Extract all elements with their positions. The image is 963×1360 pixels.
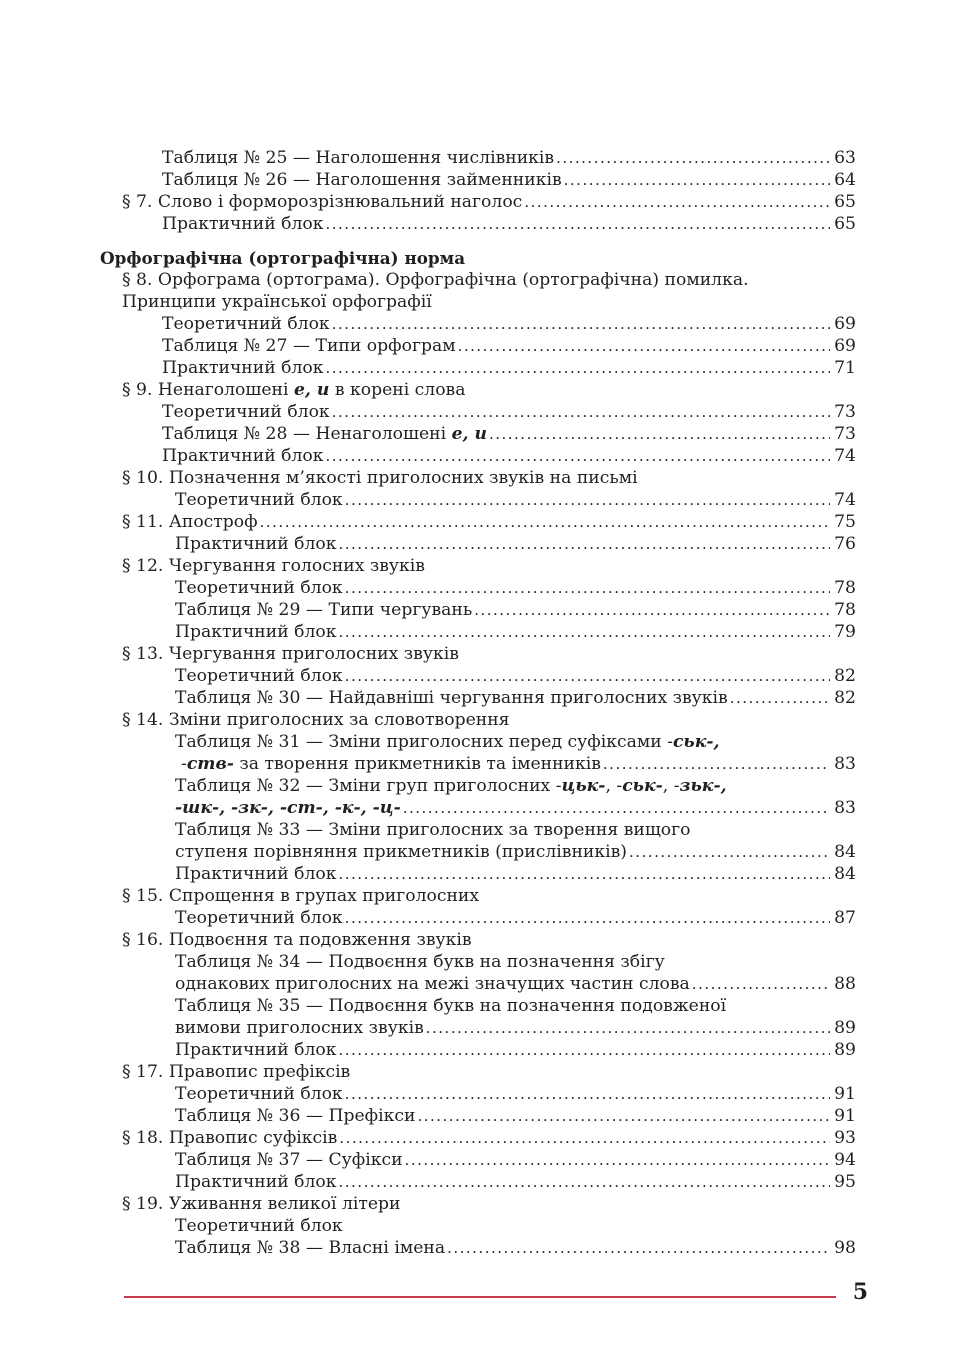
toc-entry-continuation — [100, 973, 856, 995]
dot-leader — [339, 1127, 830, 1149]
toc-entry-text: Таблиця № 31 — Зміни приголосних перед суфіксами -ськ-, — [175, 732, 720, 752]
toc-entry — [100, 731, 856, 753]
toc-entry — [100, 1171, 856, 1193]
toc-entry-text: Теоретичний блок — [175, 666, 343, 686]
dot-leader — [403, 797, 830, 819]
dot-leader — [339, 533, 831, 555]
toc-section — [100, 643, 856, 665]
toc-entry-text: Таблиця № 35 — Подвоєння букв на позначення подовженої — [175, 996, 727, 1016]
toc-page-number: 69 — [834, 314, 856, 334]
dot-leader — [339, 621, 831, 643]
dot-leader — [339, 863, 831, 885]
toc-page-number: 79 — [834, 622, 856, 642]
toc-entry — [100, 775, 856, 797]
dot-leader — [564, 169, 830, 191]
toc-entry-continuation — [100, 841, 856, 863]
toc-entry-continuation — [100, 1017, 856, 1039]
toc-entry-text: Таблиця № 34 — Подвоєння букв на позначення збігу — [175, 952, 665, 972]
toc-section-text: § 9. Ненаголошені е, и в корені слова — [122, 380, 466, 400]
toc-entry — [100, 489, 856, 511]
toc-section — [100, 1061, 856, 1083]
toc-section — [100, 929, 856, 951]
toc-entry-text: Практичний блок — [162, 214, 324, 234]
toc-page-number: 65 — [834, 192, 856, 212]
toc-entry-text: -ств- за творення прикметників та іменників — [181, 754, 601, 774]
toc-entry-text: Теоретичний блок — [175, 490, 343, 510]
toc-page-number: 93 — [834, 1128, 856, 1148]
toc-page-number: 78 — [834, 600, 856, 620]
toc-entry-text: Практичний блок — [162, 358, 324, 378]
dot-leader — [339, 1039, 831, 1061]
toc-section-text: § 17. Правопис префіксів — [122, 1062, 351, 1082]
toc-page-number: 84 — [834, 864, 856, 884]
toc-section-text: § 13. Чергування приголосних звуків — [122, 644, 459, 664]
toc-entry-text: -шк-, -зк-, -ст-, -к-, -ц- — [175, 798, 401, 818]
toc-page-number: 89 — [834, 1018, 856, 1038]
dot-leader — [332, 401, 830, 423]
toc-section — [100, 1127, 856, 1149]
toc-entry-text: Теоретичний блок — [175, 1084, 343, 1104]
dot-leader — [345, 1083, 830, 1105]
toc-section — [100, 885, 856, 907]
toc-section-text: § 14. Зміни приголосних за словотворення — [122, 710, 510, 730]
toc-section-text: § 10. Позначення м’якості приголосних звуків на письмі — [122, 468, 638, 488]
toc-page-number: 98 — [834, 1238, 856, 1258]
toc-section-text: § 12. Чергування голосних звуків — [122, 556, 425, 576]
toc-entry-text: Таблиця № 29 — Типи чергувань — [175, 600, 473, 620]
toc-entry-text: Таблиця № 33 — Зміни приголосних за творення вищого — [175, 820, 691, 840]
toc-section — [100, 511, 856, 533]
toc-entry — [100, 533, 856, 555]
page-number: 5 — [852, 1279, 868, 1305]
toc-section-text: § 18. Правопис суфіксів — [122, 1128, 338, 1148]
toc-entry-text: Практичний блок — [175, 864, 337, 884]
toc-entry-text: Практичний блок — [175, 1172, 337, 1192]
toc-page-number: 95 — [834, 1172, 856, 1192]
toc-page-number: 94 — [834, 1150, 856, 1170]
toc-entry — [100, 213, 856, 235]
toc-entry-text: Таблиця № 28 — Ненаголошені е, и — [162, 424, 487, 444]
toc-page-number: 91 — [834, 1084, 856, 1104]
toc-entry-text: Таблиця № 37 — Суфікси — [175, 1150, 403, 1170]
toc-entry-text: Таблиця № 26 — Наголошення займенників — [162, 170, 562, 190]
toc-page-number: 65 — [834, 214, 856, 234]
toc-entry-text: Практичний блок — [162, 446, 324, 466]
dot-leader — [260, 511, 830, 533]
toc-entry — [100, 577, 856, 599]
toc-entry-continuation — [100, 753, 856, 775]
toc-section — [100, 269, 856, 291]
toc-entry — [100, 863, 856, 885]
dot-leader — [345, 665, 830, 687]
dot-leader — [629, 841, 830, 863]
toc-entry-text: Таблиця № 27 — Типи орфограм — [162, 336, 456, 356]
toc-page-number: 74 — [834, 490, 856, 510]
toc-page-number: 87 — [834, 908, 856, 928]
toc-entry — [100, 621, 856, 643]
toc-page-number: 73 — [834, 402, 856, 422]
dot-leader — [730, 687, 830, 709]
toc-chapter-heading — [100, 247, 856, 269]
toc-page-number: 69 — [834, 336, 856, 356]
toc-page-number: 73 — [834, 424, 856, 444]
dot-leader — [339, 1171, 831, 1193]
dot-leader — [603, 753, 830, 775]
toc-section — [100, 191, 856, 213]
toc-entry — [100, 147, 856, 169]
toc-entry-text: Практичний блок — [175, 622, 337, 642]
toc-entry — [100, 1083, 856, 1105]
toc-section-text: § 8. Орфограма (ортограма). Орфографічна (ортографічна) помилка. — [122, 270, 749, 290]
dot-leader — [556, 147, 830, 169]
toc-page-number: 78 — [834, 578, 856, 598]
toc-entry-text: Таблиця № 38 — Власні імена — [175, 1238, 446, 1258]
toc-entry — [100, 907, 856, 929]
toc-page-number: 91 — [834, 1106, 856, 1126]
toc-page-number: 74 — [834, 446, 856, 466]
dot-leader — [405, 1149, 830, 1171]
toc-entry-text: Теоретичний блок — [162, 402, 330, 422]
dot-leader — [417, 1105, 830, 1127]
dot-leader — [474, 599, 830, 621]
toc-page-number: 71 — [834, 358, 856, 378]
toc-entry — [100, 1237, 856, 1259]
toc-section — [100, 555, 856, 577]
toc-page-number: 83 — [834, 798, 856, 818]
dot-leader — [326, 357, 831, 379]
toc-page-number: 64 — [834, 170, 856, 190]
toc-entry-text: вимови приголосних звуків — [175, 1018, 424, 1038]
toc-entry-text: Теоретичний блок — [175, 578, 343, 598]
dot-leader — [524, 191, 830, 213]
table-of-contents — [100, 147, 856, 1259]
dot-leader — [332, 313, 830, 335]
dot-leader — [345, 577, 830, 599]
toc-page-number: 76 — [834, 534, 856, 554]
chapter-title: Орфографічна (ортографічна) норма — [100, 248, 466, 268]
dot-leader — [426, 1017, 830, 1039]
toc-section — [100, 1193, 856, 1215]
toc-entry — [100, 169, 856, 191]
toc-entry — [100, 819, 856, 841]
dot-leader — [458, 335, 830, 357]
toc-entry-text: Теоретичний блок — [175, 908, 343, 928]
toc-section-text: § 15. Спрощення в групах приголосних — [122, 886, 480, 906]
toc-entry — [100, 1215, 856, 1237]
toc-entry-text: Таблиця № 25 — Наголошення числівників — [162, 148, 555, 168]
dot-leader — [326, 213, 831, 235]
toc-page-number: 88 — [834, 974, 856, 994]
toc-entry — [100, 357, 856, 379]
toc-page-number: 89 — [834, 1040, 856, 1060]
toc-page-number: 83 — [834, 754, 856, 774]
toc-entry — [100, 687, 856, 709]
toc-section-continuation — [100, 291, 856, 313]
toc-entry — [100, 335, 856, 357]
toc-section — [100, 379, 856, 401]
toc-section-text: § 16. Подвоєння та подовження звуків — [122, 930, 472, 950]
toc-entry-text: Практичний блок — [175, 534, 337, 554]
toc-section-text: § 7. Слово і форморозрізнювальний наголос — [122, 192, 523, 212]
toc-entry — [100, 445, 856, 467]
toc-entry-continuation — [100, 797, 856, 819]
toc-section — [100, 467, 856, 489]
toc-entry — [100, 423, 856, 445]
toc-entry-text: Теоретичний блок — [175, 1216, 343, 1236]
toc-entry-text: ступеня порівняння прикметників (прислівників) — [175, 842, 627, 862]
toc-entry-text: Теоретичний блок — [162, 314, 330, 334]
toc-entry — [100, 313, 856, 335]
dot-leader — [692, 973, 830, 995]
toc-entry — [100, 995, 856, 1017]
toc-page-number: 82 — [834, 688, 856, 708]
toc-entry — [100, 401, 856, 423]
toc-entry-text: Практичний блок — [175, 1040, 337, 1060]
toc-section-text: Принципи української орфографії — [122, 292, 432, 312]
dot-leader — [345, 907, 830, 929]
toc-entry-text: Таблиця № 30 — Найдавніші чергування приголосних звуків — [175, 688, 728, 708]
toc-entry-text: Таблиця № 36 — Префікси — [175, 1106, 416, 1126]
toc-page-number: 75 — [834, 512, 856, 532]
dot-leader — [326, 445, 831, 467]
toc-entry — [100, 1105, 856, 1127]
toc-entry — [100, 951, 856, 973]
toc-entry-text: однакових приголосних на межі значущих частин слова — [175, 974, 690, 994]
toc-section — [100, 709, 856, 731]
toc-section-text: § 19. Уживання великої літери — [122, 1194, 401, 1214]
toc-page-number: 82 — [834, 666, 856, 686]
dot-leader — [489, 423, 830, 445]
footer-rule — [124, 1296, 836, 1298]
dot-leader — [345, 489, 830, 511]
dot-leader — [447, 1237, 830, 1259]
toc-entry-text: Таблиця № 32 — Зміни груп приголосних -цьк-, -ськ-, -зьк-, — [175, 776, 727, 796]
toc-page-number: 63 — [834, 148, 856, 168]
toc-entry — [100, 665, 856, 687]
toc-entry — [100, 1039, 856, 1061]
toc-section-text: § 11. Апостроф — [122, 512, 258, 532]
toc-page-number: 84 — [834, 842, 856, 862]
toc-entry — [100, 1149, 856, 1171]
toc-entry — [100, 599, 856, 621]
